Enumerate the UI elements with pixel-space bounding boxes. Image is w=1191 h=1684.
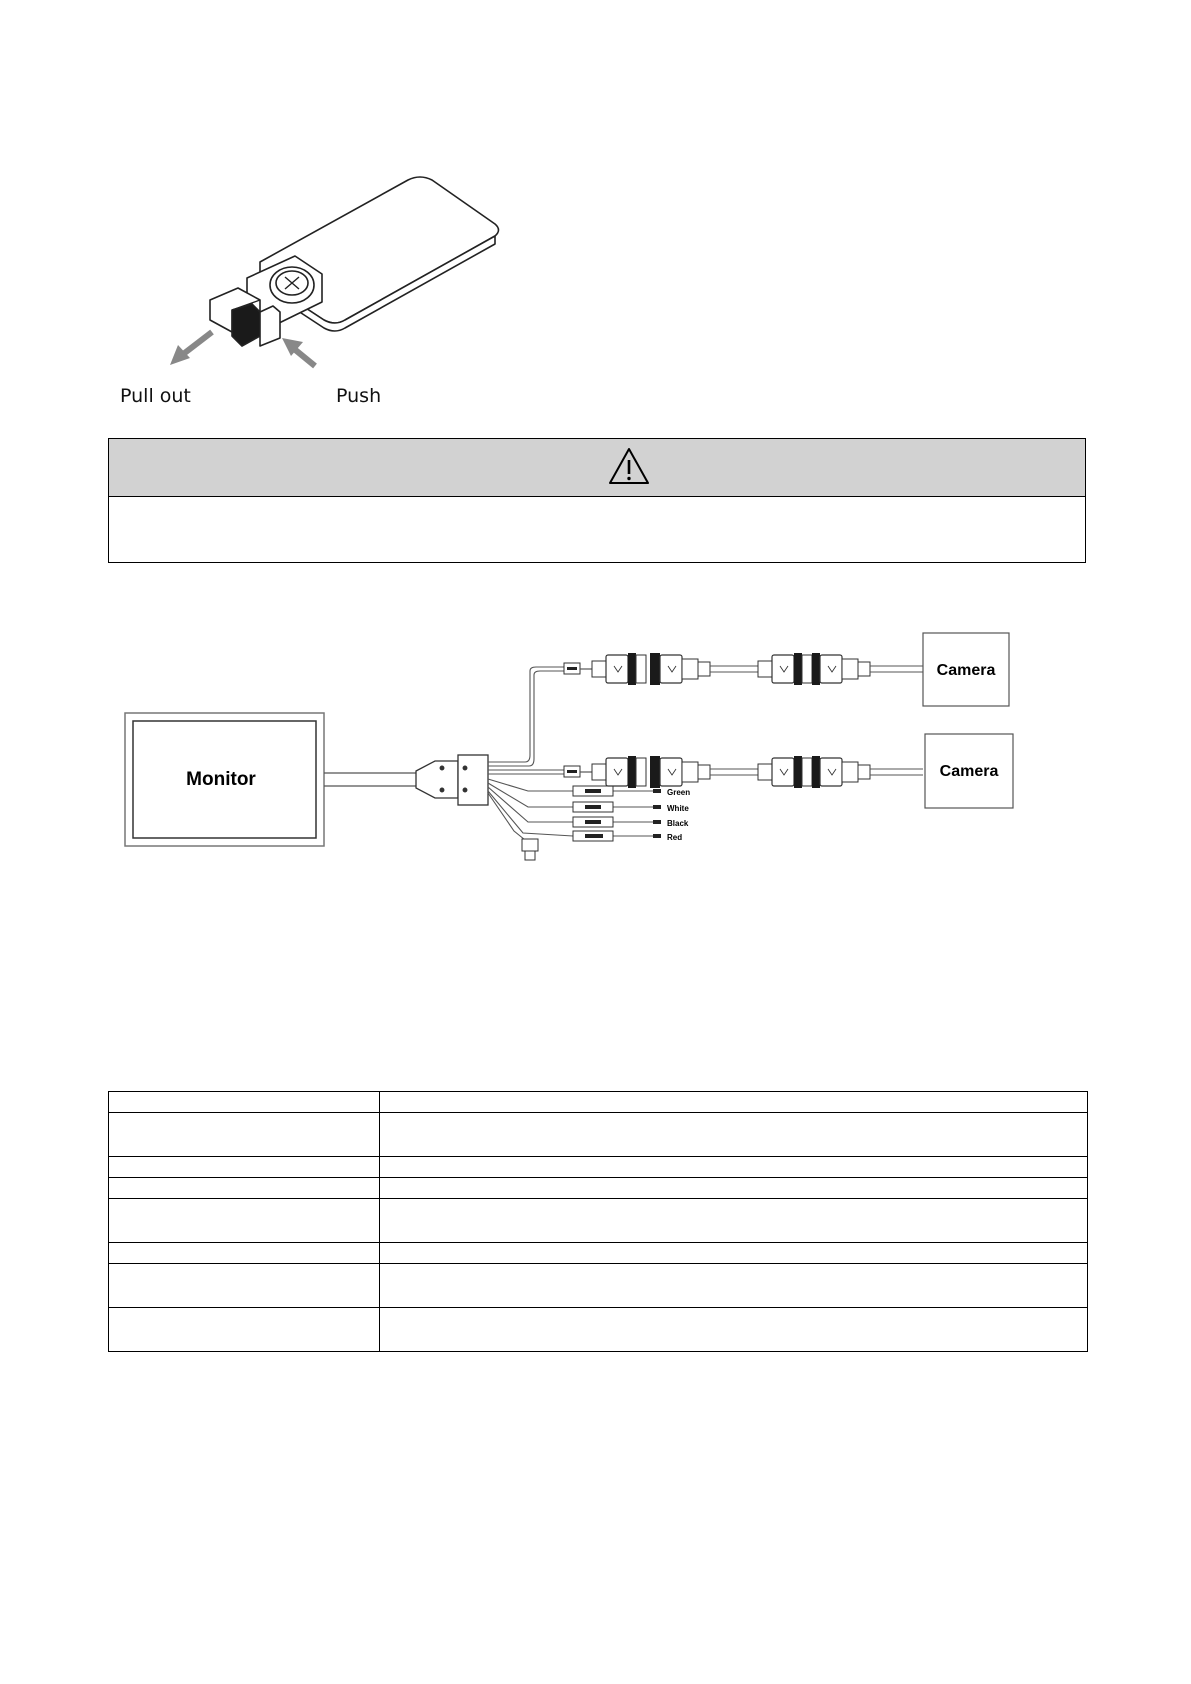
- remote-battery-figure: [110, 160, 510, 410]
- spec-row: [109, 1199, 1088, 1243]
- push-label: Push: [336, 385, 382, 407]
- remote-illustration: [110, 160, 510, 410]
- spec-cell-label: [109, 1199, 380, 1243]
- wire-label-red: Red: [667, 833, 683, 842]
- bottom-camera-connectors: [580, 756, 923, 788]
- spec-row: [109, 1113, 1088, 1157]
- spec-row: [109, 1243, 1088, 1264]
- spec-table: [108, 1091, 1088, 1352]
- spec-cell-label: [109, 1264, 380, 1308]
- splitter-connector: [416, 755, 488, 805]
- camera-label-top: Camera: [936, 662, 996, 679]
- spec-row: [109, 1157, 1088, 1178]
- wiring-diagram: [118, 625, 1078, 880]
- wire-label-black: Black: [667, 819, 689, 828]
- spec-cell-value: [380, 1157, 1088, 1178]
- spec-cell-label: [109, 1178, 380, 1199]
- spec-row: [109, 1308, 1088, 1352]
- spec-cell-value: [380, 1243, 1088, 1264]
- warning-triangle-icon: [607, 446, 651, 486]
- spec-cell-label: [109, 1308, 380, 1352]
- spec-row: [109, 1264, 1088, 1308]
- warning-body: [109, 497, 1085, 563]
- spec-cell-value: [380, 1113, 1088, 1157]
- wiring-svg: [118, 625, 1078, 880]
- top-camera-connectors: [580, 653, 923, 685]
- pull-arrow-icon: [170, 332, 212, 365]
- spec-cell-value: [380, 1178, 1088, 1199]
- camera-label-bottom: Camera: [939, 763, 999, 780]
- fuse-holder: [522, 839, 538, 860]
- spec-row: [109, 1092, 1088, 1113]
- spec-cell-value: [380, 1092, 1088, 1113]
- spec-cell-value: [380, 1264, 1088, 1308]
- spec-cell-label: [109, 1157, 380, 1178]
- spec-cell-label: [109, 1113, 380, 1157]
- spec-cell-label: [109, 1243, 380, 1264]
- wire-label-white: White: [667, 804, 689, 813]
- pull-out-label: Pull out: [120, 385, 191, 407]
- spec-cell-value: [380, 1199, 1088, 1243]
- push-arrow-icon: [282, 338, 315, 366]
- warning-box: [108, 438, 1086, 563]
- tray-latch: [232, 304, 260, 346]
- spec-row: [109, 1178, 1088, 1199]
- monitor-label: Monitor: [186, 769, 256, 790]
- warning-header: [109, 439, 1085, 497]
- spec-cell-label: [109, 1092, 380, 1113]
- wire-label-green: Green: [667, 788, 691, 797]
- spec-cell-value: [380, 1308, 1088, 1352]
